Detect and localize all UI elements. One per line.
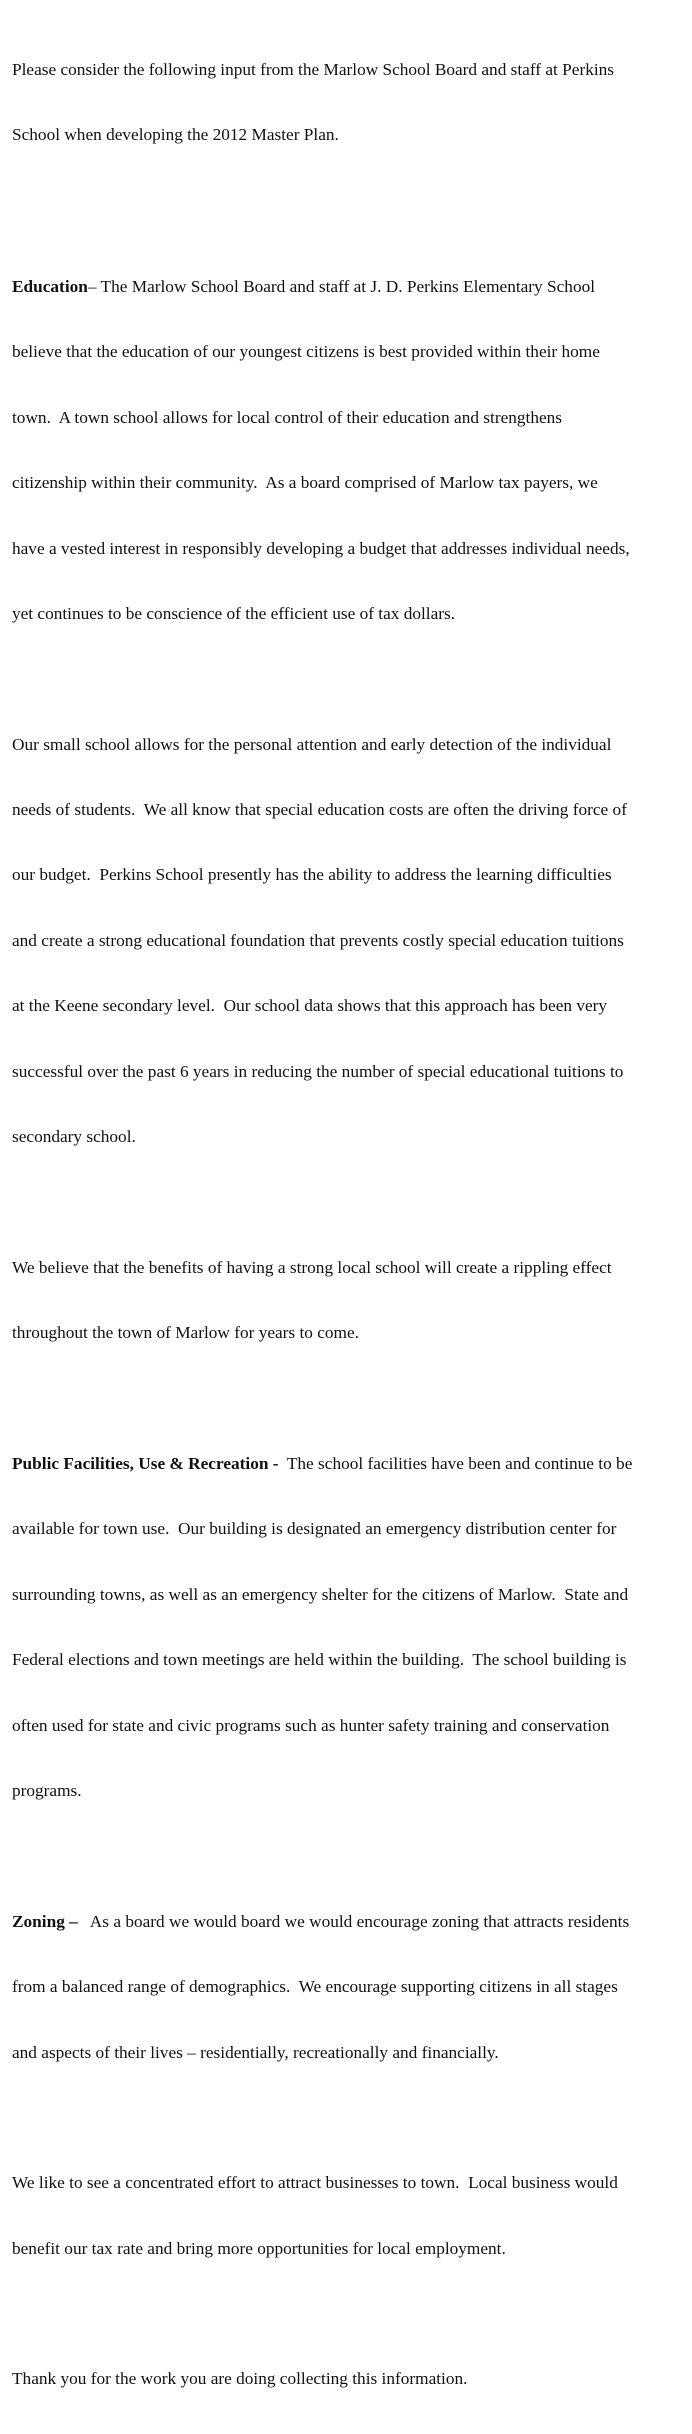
education-line: have a vested interest in responsibly developing a budget that addresses individual needs, [12,538,630,558]
zoning-heading: Zoning – [12,1911,78,1931]
document-page [12,0,688,2434]
closing-line: Thank you for the work you are doing collecting this information. [12,2369,468,2389]
public-facilities-line: programs. [12,1780,82,1800]
intro-line: Please consider the following input from the Marlow School Board and staff at Perkins [12,59,615,79]
public-facilities-paragraph [12,1409,688,1845]
small-school-line: secondary school. [12,1127,136,1147]
education-paragraph [12,232,688,668]
zoning-line: and aspects of their lives – residentially, recreationally and financially. [12,2042,499,2062]
public-facilities-line: surrounding towns, as well as an emergency shelter for the citizens of Marlow. State and [12,1584,629,1604]
benefits-paragraph [12,1213,688,1387]
small-school-line: Our small school allows for the personal attention and early detection of the individual [12,734,612,754]
benefits-line: throughout the town of Marlow for years to come. [12,1323,359,1343]
zoning-line: from a balanced range of demographics. We encourage supporting citizens in all stages [12,1977,618,1997]
intro-paragraph [12,15,688,189]
small-school-paragraph [12,690,688,1191]
businesses-line: benefit our tax rate and bring more opportunities for local employment. [12,2238,506,2258]
public-facilities-line: Federal elections and town meetings are held within the building. The school building is [12,1650,627,1670]
small-school-line: needs of students. We all know that special education costs are often the driving force of [12,800,627,820]
zoning-paragraph [12,1867,688,2107]
public-facilities-line: available for town use. Our building is designated an emergency distribution center for [12,1519,617,1539]
education-line: yet continues to be conscience of the efficient use of tax dollars. [12,603,456,623]
education-heading: Education [12,276,88,296]
benefits-line: We believe that the benefits of having a strong local school will create a rippling effect [12,1257,612,1277]
businesses-line: We like to see a concentrated effort to attract businesses to town. Local business would [12,2173,618,2193]
education-line: town. A town school allows for local control of their education and strengthens [12,407,563,427]
small-school-line: at the Keene secondary level. Our school data shows that this approach has been very [12,996,608,1016]
businesses-paragraph [12,2129,688,2303]
public-facilities-line: often used for state and civic programs such as hunter safety training and conservation [12,1715,610,1735]
education-line: citizenship within their community. As a board comprised of Marlow tax payers, we [12,473,598,493]
education-line: – The Marlow School Board and staff at J. D. Perkins Elementary School [87,276,596,296]
public-facilities-heading: Public Facilities, Use & Recreation - [12,1454,279,1473]
small-school-line: our budget. Perkins School presently has the ability to address the learning difficulties [12,865,612,885]
small-school-line: and create a strong educational foundation that prevents costly special education tuitions [12,930,624,950]
intro-line: School when developing the 2012 Master Plan. [12,124,339,144]
small-school-line: successful over the past 6 years in reducing the number of special educational tuitions to [12,1061,624,1081]
public-facilities-line: The school facilities have been and continue to be [278,1454,633,1473]
education-line: believe that the education of our youngest citizens is best provided within their home [12,342,600,362]
zoning-line: As a board we would board we would encourage zoning that attracts residents [77,1911,630,1931]
closing-paragraph [12,2325,688,2434]
